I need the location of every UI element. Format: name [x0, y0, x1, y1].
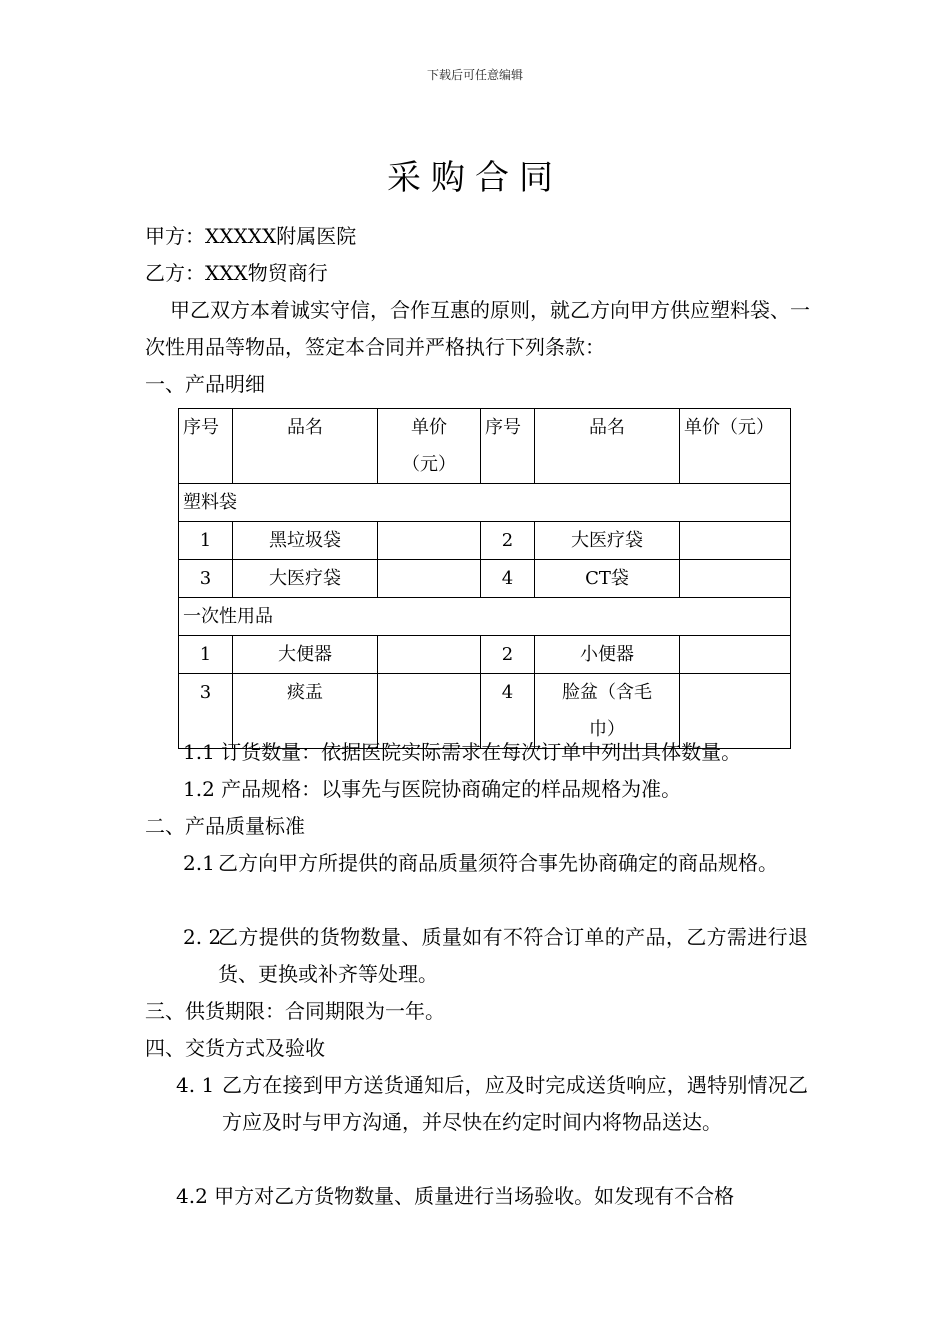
item-2-1: [183, 845, 808, 882]
section-1-heading: 一、产品明细: [145, 372, 265, 396]
section-2-heading: 二、产品质量标准: [145, 814, 305, 838]
party-b: 乙方：XXX物贸商行: [145, 261, 328, 285]
header-cell: 品名: [233, 409, 378, 484]
table-cell: 4: [481, 560, 535, 598]
contract-title: 采购合同: [387, 158, 563, 198]
table-cell: [378, 560, 481, 598]
item-2-2: [183, 919, 808, 993]
table-cell: [378, 636, 481, 674]
item-4-1: [176, 1067, 808, 1141]
table-cell: 大便器: [233, 636, 378, 674]
table-cell: [680, 560, 791, 598]
section-4-heading: 四、交货方式及验收: [145, 1036, 325, 1060]
table-row: [179, 522, 791, 560]
table-cell: [680, 636, 791, 674]
table-cell: 1: [179, 522, 233, 560]
table-category-row: [179, 484, 791, 522]
table-cell: 脸盆（含毛巾）: [535, 674, 680, 749]
table-cell: 1: [179, 636, 233, 674]
table-cell: 痰盂: [233, 674, 378, 749]
page-header-note: 下载后可任意编辑: [426, 68, 523, 82]
table-cell: 4: [481, 674, 535, 749]
item-2-2-number: 2. 2: [183, 925, 222, 949]
table-cell: 大医疗袋: [233, 560, 378, 598]
header-cell: 单价（元）: [378, 409, 481, 484]
table-cell: 小便器: [535, 636, 680, 674]
table-cell: 大医疗袋: [535, 522, 680, 560]
table-row: [179, 560, 791, 598]
item-2-2-text: 乙方提供的货物数量、质量如有不符合订单的产品，乙方需进行退货、更换或补齐等处理。: [218, 925, 808, 986]
header-cell: 品名: [535, 409, 680, 484]
table-cell: [378, 522, 481, 560]
item-1-1: 1.1 订货数量：依据医院实际需求在每次订单中列出具体数量。: [183, 740, 742, 764]
table-row: [179, 636, 791, 674]
table-cell: 2: [481, 636, 535, 674]
product-table: [178, 408, 791, 749]
party-a: 甲方：XXXXX附属医院: [145, 224, 357, 248]
section-3-heading: 三、供货期限：合同期限为一年。: [145, 999, 445, 1023]
header-cell: 序号: [481, 409, 535, 484]
table-cell: CT袋: [535, 560, 680, 598]
item-2-1-number: 2.1: [183, 851, 215, 875]
header-cell: 序号: [179, 409, 233, 484]
item-4-2: 4.2 甲方对乙方货物数量、质量进行当场验收。如发现有不合格: [176, 1184, 735, 1208]
item-4-1-number: 4. 1: [176, 1073, 215, 1097]
header-cell: 单价（元）: [680, 409, 791, 484]
table-cell: 3: [179, 674, 233, 749]
category-label: 塑料袋: [179, 484, 791, 522]
item-2-1-text: 乙方向甲方所提供的商品质量须符合事先协商确定的商品规格。: [218, 851, 778, 875]
table-category-row: [179, 598, 791, 636]
intro-paragraph: 甲乙双方本着诚实守信，合作互惠的原则，就乙方向甲方供应塑料袋、一次性用品等物品，签定本合同并严格执行下列条款：: [145, 298, 810, 359]
table-cell: [680, 522, 791, 560]
item-4-1-text: 乙方在接到甲方送货通知后，应及时完成送货响应，遇特别情况乙方应及时与甲方沟通，并尽快在约定时间内将物品送达。: [222, 1073, 808, 1134]
item-1-2: 1.2 产品规格：以事先与医院协商确定的样品规格为准。: [183, 777, 682, 801]
table-cell: 2: [481, 522, 535, 560]
table-header-row: [179, 409, 791, 484]
category-label: 一次性用品: [179, 598, 791, 636]
table-cell: 3: [179, 560, 233, 598]
table-cell: 黑垃圾袋: [233, 522, 378, 560]
